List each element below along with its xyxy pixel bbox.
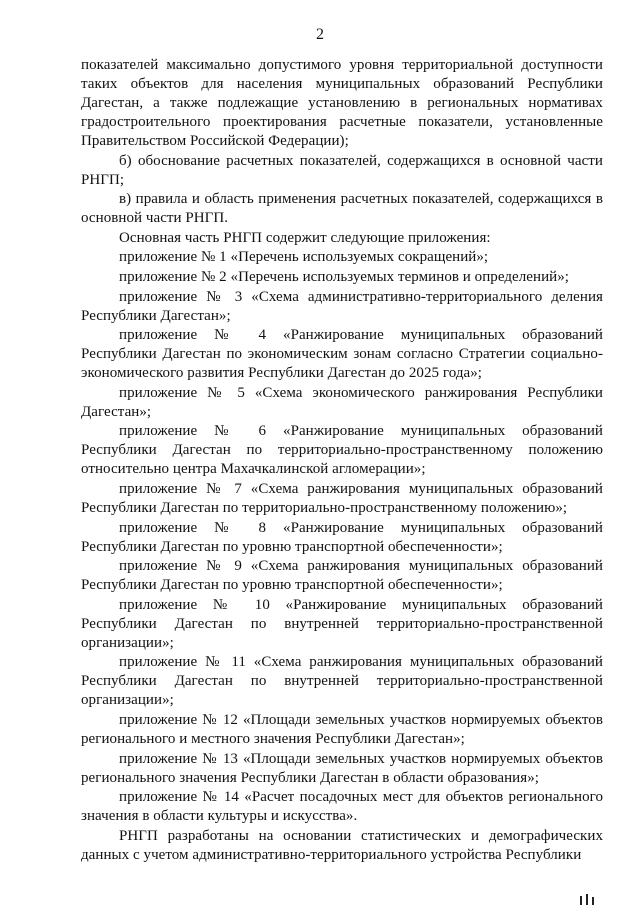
- paragraph: приложение № 8 «Ранжирование муниципальных образований Республики Дагестан по уровню транспортной обеспеченности»;: [81, 519, 603, 555]
- paragraph: приложение № 14 «Расчет посадочных мест для объектов регионального значения в области культуры и искусства».: [81, 789, 603, 825]
- paragraph: б) обоснование расчетных показателей, содержащихся в основной части РНГП;: [81, 152, 603, 188]
- paragraph: приложение № 1 «Перечень используемых сокращений»;: [119, 249, 489, 266]
- paragraph: приложение № 5 «Схема экономического ранжирования Республики Дагестан»;: [81, 384, 603, 420]
- paragraph: РНГП разработаны на основании статистических и демографических данных с учетом административно-территориального устройства Республики: [81, 827, 603, 863]
- paragraph: приложение № 6 «Ранжирование муниципальных образований Республики Дагестан по территориально-пространственному положению относительно центра Махачкалинской агломерации»;: [81, 423, 603, 478]
- paragraph: приложение № 11 «Схема ранжирования муниципальных образований Республики Дагестан по внутренней территориально-пространственной организации»;: [81, 654, 603, 709]
- paragraph: в) правила и область применения расчетных показателей, содержащихся в основной части РНГП.: [81, 191, 603, 227]
- paragraph: приложение № 3 «Схема административно-территориального деления Республики Дагестан»;: [81, 288, 603, 324]
- paragraph: приложение № 9 «Схема ранжирования муниципальных образований Республики Дагестан по уровню транспортной обеспеченности»;: [81, 558, 603, 594]
- cut-off-text-fragment: [578, 893, 600, 905]
- paragraph: приложение № 2 «Перечень используемых терминов и определений»;: [119, 268, 570, 285]
- page-number: 2: [316, 26, 324, 43]
- paragraph: приложение № 13 «Площади земельных участков нормируемых объектов регионального значения Республики Дагестан в области образования»;: [81, 750, 603, 786]
- paragraph: Основная часть РНГП содержит следующие приложения:: [119, 229, 491, 246]
- paragraph: показателей максимально допустимого уровня территориальной доступности таких объектов для населения муниципальных образований Республики Дагестан, а также подлежащие установлению в региональных нормативах градостроительного проектирования расчетные показатели, установленные Правительством Российской Федерации);: [81, 57, 603, 149]
- paragraph: приложение № 7 «Схема ранжирования муниципальных образований Республики Дагестан по территориально-пространственному положению»;: [81, 480, 603, 516]
- document-body: [81, 56, 603, 865]
- paragraph: приложение № 4 «Ранжирование муниципальных образований Республики Дагестан по экономическим зонам согласно Стратегии социально-экономического развития Республики Дагестан до 2025 года»;: [81, 327, 603, 382]
- paragraph: приложение № 10 «Ранжирование муниципальных образований Республики Дагестан по внутренней территориально-пространственной организации»;: [81, 596, 603, 651]
- paragraph: приложение № 12 «Площади земельных участков нормируемых объектов регионального и местного значения Республики Дагестан»;: [81, 711, 603, 747]
